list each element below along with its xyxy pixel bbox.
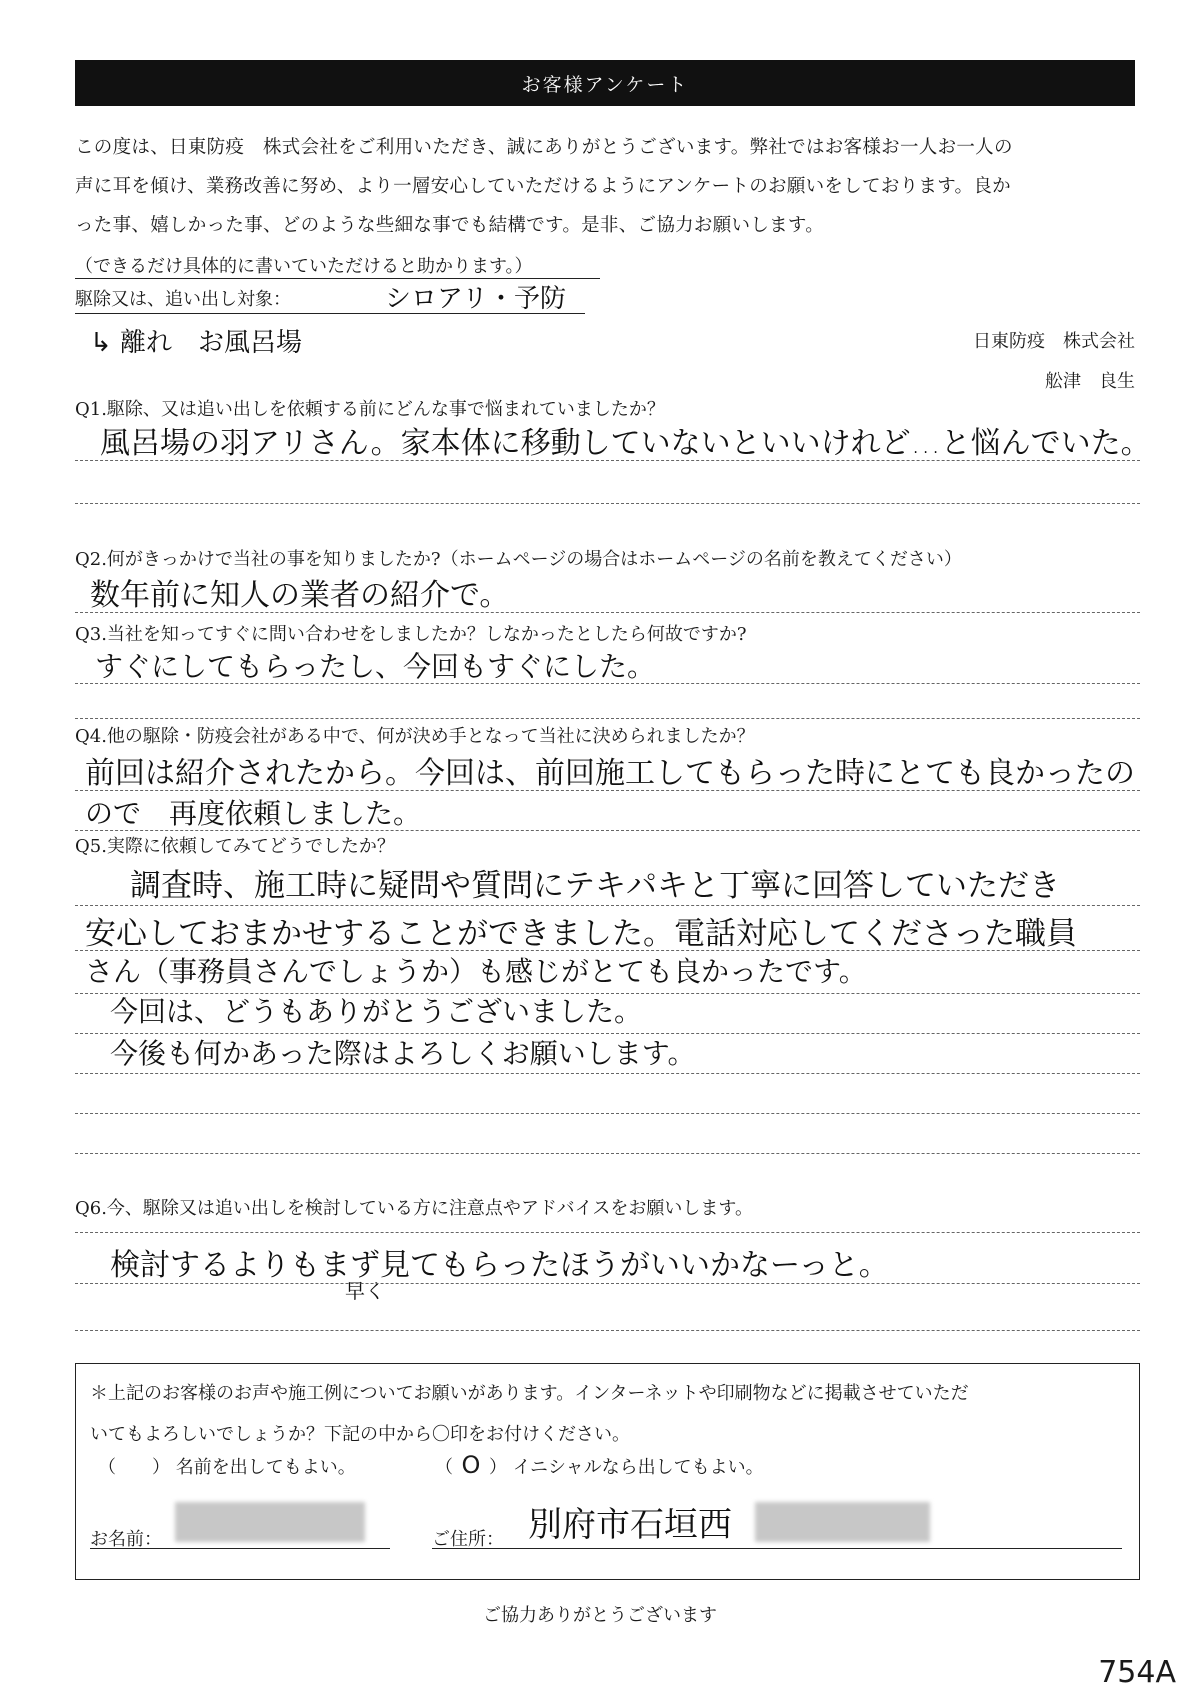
survey-title: お客様アンケート (521, 73, 689, 96)
intro-note: （できるだけ具体的に書いていただけると助かります。） (75, 256, 533, 277)
answer-line (75, 905, 1140, 906)
question-5-label: Q5.実際に依頼してみてどうでしたか？ (75, 836, 395, 857)
target-underline (75, 313, 585, 314)
address-underline (432, 1548, 1122, 1549)
answer-line (75, 1113, 1140, 1114)
address-redacted (755, 1502, 930, 1542)
address-value: 別府市石垣西 (528, 1505, 732, 1545)
name-label: お名前： (90, 1529, 162, 1550)
question-5-answer-line: 調査時、施工時に疑問や質問にテキパキと丁寧に回答していただき (130, 868, 1060, 904)
question-2-label: Q2.何がきっかけで当社の事を知りましたか?（ホームページの場合はホームページの名前を教えてください） (75, 549, 962, 570)
option-name-ok[interactable]: （ ） 名前を出してもよい。 (98, 1457, 356, 1478)
intro-line: 声に耳を傾け、業務改善に努め、より一層安心していただけるようにアンケートのお願いをしております。良か (75, 176, 1011, 197)
intro-paragraph (75, 128, 1140, 245)
answer-line (75, 1232, 1140, 1233)
consent-line: いてもよろしいでしょうか？下記の中から〇印をお付けください。 (90, 1424, 630, 1445)
company-block (973, 322, 1135, 402)
question-6-answer: 検討するよりもまず見てもらったほうがいいかなーっと。 (110, 1248, 889, 1283)
name-underline (90, 1548, 390, 1549)
option-2-mark: O (461, 1451, 481, 1479)
answer-line (75, 790, 1140, 791)
consent-line: ＊上記のお客様のお声や施工例についてお願いがあります。インターネットや印刷物などに掲載させていただ (90, 1383, 969, 1404)
consent-text (90, 1373, 1130, 1455)
intro-line: った事、嬉しかった事、どのような些細な事でも結構です。是非、ご協力お願いします。 (75, 215, 825, 236)
document-code: 754A (1098, 1655, 1176, 1690)
target-sub-answer: ↳ 離れ お風呂場 (90, 328, 303, 358)
option-1-label: 名前を出してもよい。 (175, 1457, 356, 1478)
answer-line (75, 612, 1140, 613)
target-answer: シロアリ・予防 (385, 284, 566, 314)
name-redacted (175, 1502, 365, 1542)
answer-line (75, 1330, 1140, 1331)
option-2-label: イニシャルなら出してもよい。 (512, 1457, 764, 1478)
question-5-answer-line: さん（事務員さんでしょうか）も感じがとても良かったです。 (85, 955, 867, 988)
answer-line (75, 460, 1140, 461)
intro-line: この度は、日東防疫 株式会社をご利用いただき、誠にありがとうございます。弊社ではお客様お一人お一人の (75, 137, 1013, 158)
question-4-answer-line: 前回は紹介されたから。今回は、前回施工してもらった時にとても良かったの (85, 756, 1135, 791)
answer-line (75, 683, 1140, 684)
question-6-insert: 早く (345, 1279, 385, 1303)
thanks-text: ご協力ありがとうございます (483, 1605, 717, 1626)
target-label: 駆除又は、追い出し対象： (75, 289, 291, 310)
answer-line (75, 1283, 1140, 1284)
question-5-answer-line: 今後も何かあった際はよろしくお願いします。 (110, 1037, 696, 1070)
option-initial-ok[interactable]: （ O ） イニシャルなら出してもよい。 (435, 1451, 764, 1479)
question-1-label: Q1.駆除、又は追い出しを依頼する前にどんな事で悩まれていましたか？ (75, 399, 665, 420)
question-5-answer-line: 安心しておまかせすることができました。電話対応してくださった職員 (85, 916, 1077, 952)
answer-line (75, 503, 1140, 504)
address-label: ご住所： (432, 1529, 504, 1550)
answer-line (75, 718, 1140, 719)
question-6-label: Q6.今、駆除又は追い出しを検討している方に注意点やアドバイスをお願いします。 (75, 1198, 753, 1219)
question-4-label: Q4.他の駆除・防疫会社がある中で、何が決め手となって当社に決められましたか？ (75, 726, 755, 747)
question-2-answer: 数年前に知人の業者の紹介で。 (90, 578, 510, 613)
question-4-answer-line: ので 再度依頼しました。 (85, 797, 422, 830)
answer-line (75, 1153, 1140, 1154)
answer-line (75, 830, 1140, 831)
company-person: 舩津 良生 (1045, 371, 1135, 392)
survey-title-bar (75, 60, 1135, 106)
question-3-answer: すぐにしてもらったし、今回もすぐにした。 (95, 650, 656, 683)
question-5-answer-line: 今回は、どうもありがとうございました。 (110, 995, 643, 1028)
question-3-label: Q3.当社を知ってすぐに問い合わせをしましたか？しなかったとしたら何故ですか? (75, 624, 747, 645)
target-field (75, 285, 291, 311)
question-1-answer: 風呂場の羽アリさん。家本体に移動していないといいけれど…と悩んでいた。 (100, 426, 1151, 461)
answer-line (75, 1073, 1140, 1074)
company-name: 日東防疫 株式会社 (973, 331, 1135, 352)
